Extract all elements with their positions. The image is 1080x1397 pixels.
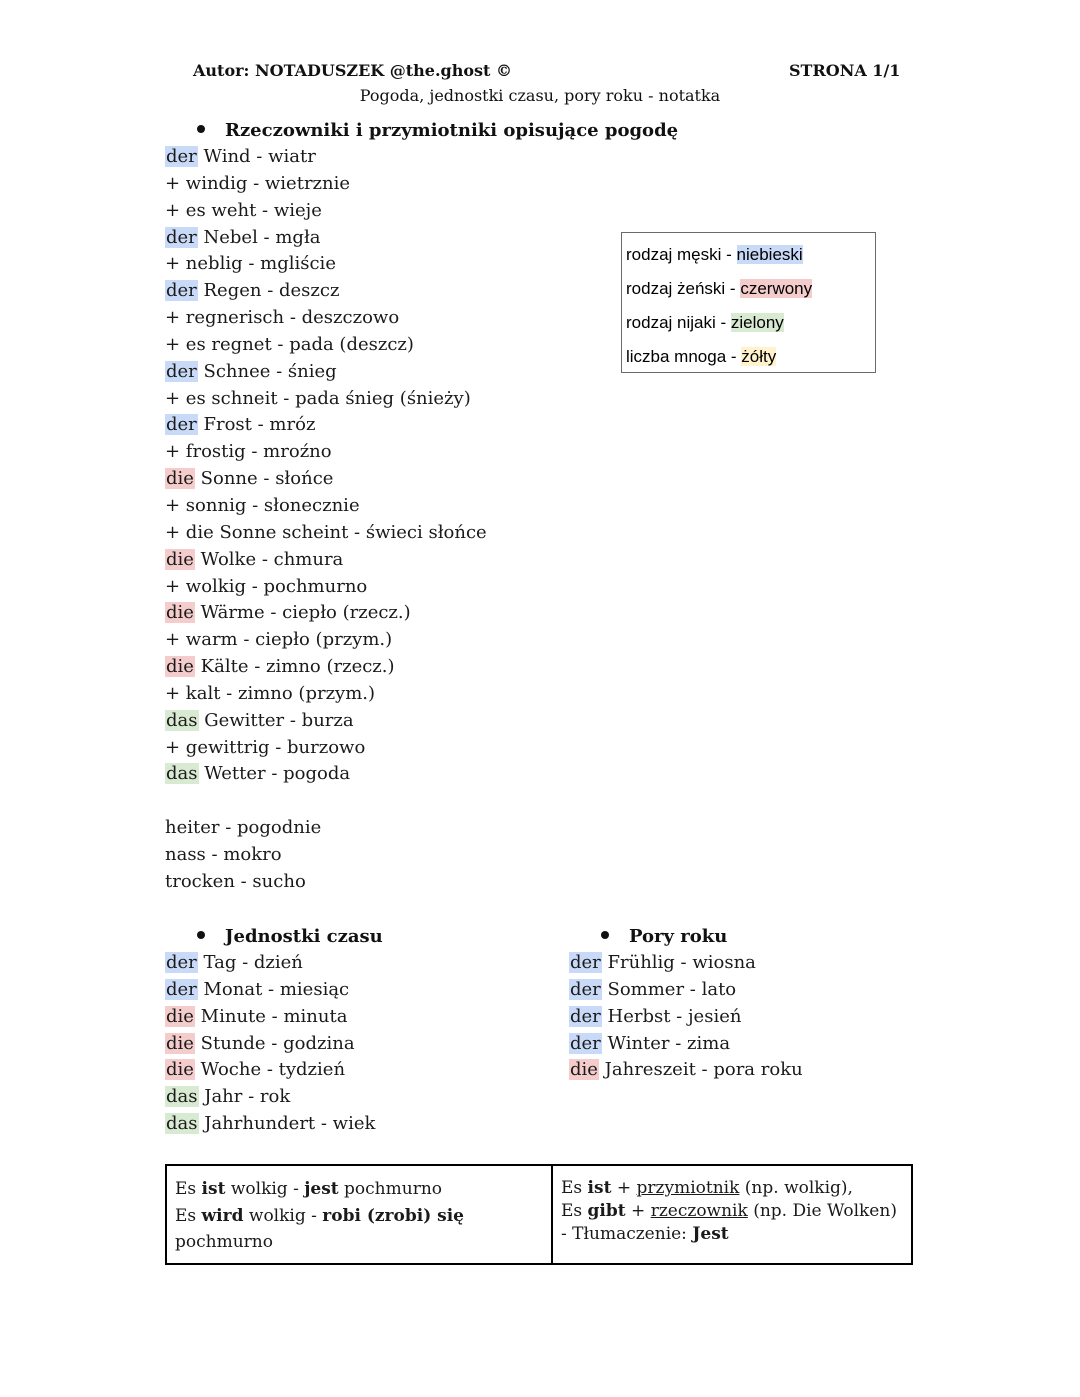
vocab-entry [165,708,487,735]
article-highlight: der [166,226,197,248]
page-number: STRONA 1/1 [789,61,901,80]
article-highlight: der [166,146,197,167]
time-units-list [165,950,375,1138]
grammar-left-line-1: Es ist wolkig - jest pochmurno [175,1179,443,1199]
entry-text: Frühlig - wiosna [601,952,756,973]
article-highlight: der [570,1005,601,1027]
vocab-entry [165,332,487,359]
entry-text: + neblig - mgliście [165,253,336,275]
vocab-entry [165,251,487,278]
article-highlight: die [166,656,194,678]
entry-text: + es regnet - pada (deszcz) [165,333,414,355]
article-highlight: der [166,360,197,382]
legend-label: rodzaj nijaki - [626,313,731,332]
entry-text: + gewittrig - burzowo [165,736,366,758]
article-highlight: das [166,1113,198,1135]
vocab-entry [165,225,487,252]
seasons-heading [601,926,727,947]
legend-label: rodzaj żeński - [626,279,741,298]
entry-text: + regnerisch - deszczowo [165,307,400,329]
vocab-entry [165,1084,375,1111]
vocab-entry [165,412,487,439]
vocab-entry [165,278,487,305]
legend-label: liczba mnoga - [626,347,742,366]
entry-text: Stunde - godzina [194,1032,355,1054]
article-highlight: die [166,1032,194,1054]
legend-color-name: żółty [741,347,777,366]
entry-text: + die Sonne scheint - świeci słońce [165,521,487,543]
bullet-icon [197,125,205,133]
vocab-entry [165,547,487,574]
entry-text: Jahrhundert - wiek [198,1113,376,1135]
legend-label: rodzaj męski - [626,245,737,264]
vocab-entry [165,1004,375,1031]
seasons-list [569,950,803,1084]
vocab-entry [165,439,487,466]
entry-text: Regen - deszcz [197,280,340,302]
vocab-entry [165,171,487,198]
article-highlight: der [166,952,197,973]
grammar-cell-right [553,1166,911,1263]
vocab-entry [165,520,487,547]
vocab-entry [165,627,487,654]
entry-text: + warm - ciepło (przym.) [165,629,393,651]
article-highlight: die [166,1005,194,1027]
entry-text: + es schneit - pada śnieg (śnieży) [165,387,471,409]
weather-vocab-list [165,144,487,788]
vocab-entry [165,574,487,601]
vocab-entry [165,761,487,788]
document-title: Pogoda, jednostki czasu, pory roku - notatka [359,86,721,105]
article-highlight: der [570,1032,601,1054]
article-highlight: die [166,602,194,624]
time-units-heading [197,926,383,947]
entry-text: Wind - wiatr [197,146,316,167]
vocab-entry [165,493,487,520]
vocab-entry [165,950,375,977]
gender-color-legend [621,232,876,373]
article-highlight: der [570,978,601,1000]
article-highlight: das [166,763,198,785]
author-line: Autor: NOTADUSZEK @the.ghost © [193,61,512,80]
entry-text: Tag - dzień [197,952,303,973]
vocab-entry [165,681,487,708]
article-highlight: der [570,952,601,973]
grammar-cell-left [167,1166,553,1263]
grammar-right-line-3: - Tłumaczenie: Jest [561,1224,729,1244]
legend-row [626,342,871,376]
vocab-entry [165,305,487,332]
article-highlight: das [166,709,198,731]
entry-text: + es weht - wieje [165,199,322,221]
article-highlight: der [166,280,197,302]
article-highlight: die [166,1059,194,1081]
entry-text: + frostig - mroźno [165,441,332,463]
entry-text: Sommer - lato [601,978,737,1000]
entry-text: Gewitter - burza [198,709,354,731]
weather-heading [197,120,678,141]
vocab-entry [569,950,803,977]
vocab-entry [165,1057,375,1084]
legend-color-name: niebieski [736,245,803,264]
entry-text: Wärme - ciepło (rzecz.) [194,602,411,624]
adjective-entry: heiter - pogodnie [165,817,322,838]
vocab-entry [165,359,487,386]
grammar-table [165,1164,913,1265]
entry-text: Herbst - jesień [601,1005,742,1027]
legend-row [626,240,871,274]
article-highlight: der [166,414,197,436]
entry-text: + wolkig - pochmurno [165,575,368,597]
adjective-entry: trocken - sucho [165,870,306,892]
vocab-entry [569,1004,803,1031]
vocab-entry [165,1031,375,1058]
legend-row [626,274,871,308]
grammar-right-line-2: Es gibt + rzeczownik (np. Die Wolken) [561,1201,897,1221]
entry-text: Schnee - śnieg [197,360,337,382]
vocab-entry [165,386,487,413]
legend-row [626,308,871,342]
entry-text: Jahreszeit - pora roku [598,1059,803,1081]
grammar-right-line-1: Es ist + przymiotnik (np. wolkig), [561,1178,853,1198]
entry-text: + sonnig - słonecznie [165,494,360,516]
article-highlight: das [166,1086,198,1108]
grammar-left-line-2: Es wird wolkig - robi (zrobi) się [175,1205,464,1226]
entry-text: Kälte - zimno (rzecz.) [194,656,395,678]
vocab-entry [165,654,487,681]
seasons-heading-text: Pory roku [629,926,728,947]
bullet-icon [197,931,205,939]
entry-text: + kalt - zimno (przym.) [165,682,376,704]
entry-text: Wetter - pogoda [198,763,351,785]
article-highlight: die [166,468,194,490]
vocab-entry [569,977,803,1004]
vocab-entry [165,977,375,1004]
bullet-icon [601,931,609,939]
entry-text: Winter - zima [601,1032,731,1054]
weather-adjectives-list [165,815,321,896]
entry-text: Frost - mróz [197,414,316,436]
entry-text: Minute - minuta [194,1005,348,1027]
article-highlight: die [166,548,194,570]
entry-text: Monat - miesiąc [197,978,350,1000]
entry-text: Nebel - mgła [197,226,321,248]
time-units-heading-text: Jednostki czasu [225,926,383,947]
entry-text: Woche - tydzień [194,1059,346,1081]
grammar-left-line-3: pochmurno [175,1232,273,1252]
vocab-entry [569,1057,803,1084]
vocab-entry [165,198,487,225]
entry-text: Jahr - rok [198,1086,291,1108]
article-highlight: die [570,1059,598,1081]
vocab-entry [165,1111,375,1138]
vocab-entry [165,144,487,171]
vocab-entry [165,735,487,762]
entry-text: + windig - wietrznie [165,172,351,194]
entry-text: Wolke - chmura [194,548,344,570]
vocab-entry [165,466,487,493]
vocab-entry [569,1031,803,1058]
entry-text: Sonne - słońce [194,468,334,490]
article-highlight: der [166,978,197,1000]
weather-heading-text: Rzeczowniki i przymiotniki opisujące pogodę [225,120,679,141]
legend-color-name: czerwony [740,279,813,298]
adjective-entry: nass - mokro [165,843,282,865]
legend-color-name: zielony [730,313,784,332]
vocab-entry [165,600,487,627]
